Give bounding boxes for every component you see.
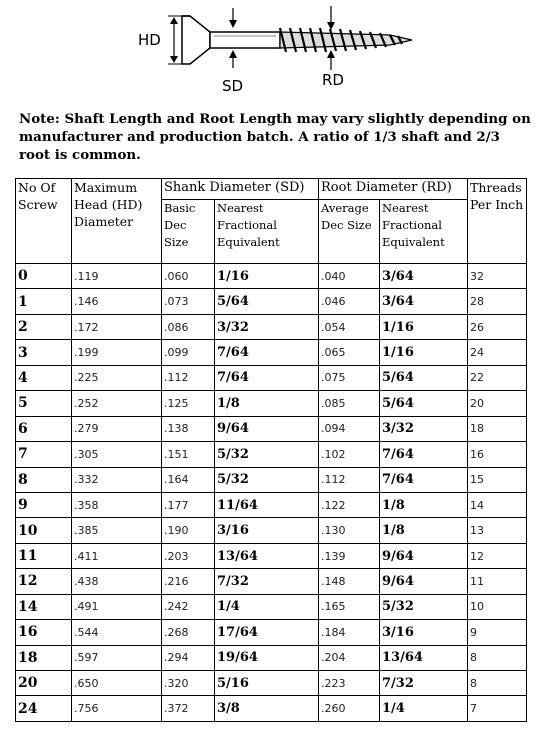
root-fraction-cell: 3/16 — [380, 620, 468, 645]
shank-dec-size-cell: .294 — [162, 645, 215, 670]
root-fraction-cell: 1/8 — [380, 492, 468, 517]
threads-per-inch-cell: 11 — [468, 569, 527, 594]
screw-number-cell: 2 — [16, 314, 72, 339]
table-row — [16, 645, 527, 670]
table-header-row — [16, 179, 527, 200]
root-fraction-cell: 9/64 — [380, 543, 468, 568]
root-dec-size-cell: .148 — [319, 569, 380, 594]
threads-per-inch-cell: 8 — [468, 645, 527, 670]
shank-dec-size-cell: .268 — [162, 620, 215, 645]
table-row — [16, 569, 527, 594]
threads-per-inch-cell: 12 — [468, 543, 527, 568]
screw-number-cell: 18 — [16, 645, 72, 670]
head-diameter-cell: .172 — [72, 314, 162, 339]
screw-number-cell: 10 — [16, 518, 72, 543]
shank-dec-size-cell: .372 — [162, 696, 215, 722]
head-diameter-cell: .279 — [72, 416, 162, 441]
root-dec-size-cell: .054 — [319, 314, 380, 339]
threads-per-inch-cell: 13 — [468, 518, 527, 543]
head-diameter-cell: .119 — [72, 264, 162, 289]
table-row — [16, 492, 527, 517]
shank-fraction-cell: 1/8 — [215, 391, 319, 416]
table-row — [16, 543, 527, 568]
threads-per-inch-cell: 22 — [468, 365, 527, 390]
screw-icon — [182, 16, 412, 64]
shank-fraction-cell: 1/4 — [215, 594, 319, 619]
table-row — [16, 264, 527, 289]
threads-per-inch-cell: 16 — [468, 442, 527, 467]
root-dec-size-cell: .165 — [319, 594, 380, 619]
table-row — [16, 696, 527, 722]
root-dec-size-cell: .094 — [319, 416, 380, 441]
shank-dec-size-cell: .086 — [162, 314, 215, 339]
header-nearest-fractional-sd: Nearest Fractional Equivalent — [215, 200, 319, 264]
table-row — [16, 620, 527, 645]
table-row — [16, 391, 527, 416]
root-fraction-cell: 5/32 — [380, 594, 468, 619]
sd-label: SD — [222, 77, 244, 95]
root-fraction-cell: 1/8 — [380, 518, 468, 543]
threads-per-inch-cell: 32 — [468, 264, 527, 289]
head-diameter-cell: .650 — [72, 671, 162, 696]
root-dec-size-cell: .065 — [319, 340, 380, 365]
shank-fraction-cell: 13/64 — [215, 543, 319, 568]
shank-fraction-cell: 7/32 — [215, 569, 319, 594]
shank-fraction-cell: 1/16 — [215, 264, 319, 289]
screw-number-cell: 20 — [16, 671, 72, 696]
root-fraction-cell: 9/64 — [380, 569, 468, 594]
shank-fraction-cell: 19/64 — [215, 645, 319, 670]
hd-label: HD — [138, 31, 161, 49]
screw-number-cell: 16 — [16, 620, 72, 645]
root-fraction-cell: 7/32 — [380, 671, 468, 696]
head-diameter-cell: .252 — [72, 391, 162, 416]
table-row — [16, 467, 527, 492]
head-diameter-cell: .199 — [72, 340, 162, 365]
screw-number-cell: 1 — [16, 289, 72, 314]
threads-per-inch-cell: 26 — [468, 314, 527, 339]
screw-number-cell: 6 — [16, 416, 72, 441]
head-diameter-cell: .332 — [72, 467, 162, 492]
root-dec-size-cell: .130 — [319, 518, 380, 543]
shank-dec-size-cell: .203 — [162, 543, 215, 568]
screw-number-cell: 9 — [16, 492, 72, 517]
screw-number-cell: 8 — [16, 467, 72, 492]
header-basic-dec-size: Basic Dec Size — [162, 200, 215, 264]
table-row — [16, 289, 527, 314]
head-diameter-cell: .358 — [72, 492, 162, 517]
root-fraction-cell: 3/64 — [380, 264, 468, 289]
root-dec-size-cell: .102 — [319, 442, 380, 467]
shank-fraction-cell: 9/64 — [215, 416, 319, 441]
shank-dec-size-cell: .320 — [162, 671, 215, 696]
screw-number-cell: 4 — [16, 365, 72, 390]
threads-per-inch-cell: 28 — [468, 289, 527, 314]
head-diameter-cell: .385 — [72, 518, 162, 543]
shank-fraction-cell: 5/32 — [215, 467, 319, 492]
table-row — [16, 314, 527, 339]
threads-per-inch-cell: 20 — [468, 391, 527, 416]
shank-dec-size-cell: .177 — [162, 492, 215, 517]
root-dec-size-cell: .184 — [319, 620, 380, 645]
shank-dec-size-cell: .242 — [162, 594, 215, 619]
table-row — [16, 365, 527, 390]
root-fraction-cell: 7/64 — [380, 467, 468, 492]
screw-number-cell: 5 — [16, 391, 72, 416]
root-dec-size-cell: .112 — [319, 467, 380, 492]
shank-dec-size-cell: .138 — [162, 416, 215, 441]
root-dec-size-cell: .122 — [319, 492, 380, 517]
head-diameter-cell: .146 — [72, 289, 162, 314]
head-diameter-cell: .438 — [72, 569, 162, 594]
table-row — [16, 340, 527, 365]
shank-dec-size-cell: .125 — [162, 391, 215, 416]
screw-number-cell: 24 — [16, 696, 72, 722]
threads-per-inch-cell: 15 — [468, 467, 527, 492]
root-dec-size-cell: .046 — [319, 289, 380, 314]
screw-number-cell: 7 — [16, 442, 72, 467]
threads-per-inch-cell: 24 — [468, 340, 527, 365]
header-shank-diameter: Shank Diameter (SD) — [162, 179, 319, 200]
shank-fraction-cell: 5/64 — [215, 289, 319, 314]
shank-dec-size-cell: .112 — [162, 365, 215, 390]
table-row — [16, 594, 527, 619]
threads-per-inch-cell: 10 — [468, 594, 527, 619]
head-diameter-cell: .756 — [72, 696, 162, 722]
root-dec-size-cell: .223 — [319, 671, 380, 696]
root-dec-size-cell: .040 — [319, 264, 380, 289]
shank-dec-size-cell: .151 — [162, 442, 215, 467]
shank-fraction-cell: 17/64 — [215, 620, 319, 645]
screw-number-cell: 14 — [16, 594, 72, 619]
header-no-of-screw: No Of Screw — [16, 179, 72, 264]
header-root-diameter: Root Diameter (RD) — [319, 179, 468, 200]
screw-diagram — [130, 0, 430, 100]
shank-dec-size-cell: .190 — [162, 518, 215, 543]
head-diameter-cell: .544 — [72, 620, 162, 645]
shank-dec-size-cell: .099 — [162, 340, 215, 365]
shank-fraction-cell: 5/32 — [215, 442, 319, 467]
root-fraction-cell: 13/64 — [380, 645, 468, 670]
shank-dec-size-cell: .164 — [162, 467, 215, 492]
screw-number-cell: 0 — [16, 264, 72, 289]
table-row — [16, 442, 527, 467]
threads-per-inch-cell: 8 — [468, 671, 527, 696]
shank-dec-size-cell: .073 — [162, 289, 215, 314]
table-row — [16, 671, 527, 696]
shank-fraction-cell: 5/16 — [215, 671, 319, 696]
screw-number-cell: 12 — [16, 569, 72, 594]
screw-size-table — [15, 178, 527, 722]
root-fraction-cell: 5/64 — [380, 365, 468, 390]
threads-per-inch-cell: 9 — [468, 620, 527, 645]
root-fraction-cell: 7/64 — [380, 442, 468, 467]
root-dec-size-cell: .075 — [319, 365, 380, 390]
threads-per-inch-cell: 18 — [468, 416, 527, 441]
head-diameter-cell: .491 — [72, 594, 162, 619]
root-fraction-cell: 3/64 — [380, 289, 468, 314]
shank-fraction-cell: 11/64 — [215, 492, 319, 517]
screw-number-cell: 11 — [16, 543, 72, 568]
shank-fraction-cell: 3/32 — [215, 314, 319, 339]
root-fraction-cell: 1/16 — [380, 340, 468, 365]
threads-per-inch-cell: 14 — [468, 492, 527, 517]
shank-dec-size-cell: .216 — [162, 569, 215, 594]
shank-dec-size-cell: .060 — [162, 264, 215, 289]
root-dec-size-cell: .085 — [319, 391, 380, 416]
head-diameter-cell: .225 — [72, 365, 162, 390]
root-fraction-cell: 5/64 — [380, 391, 468, 416]
table-row — [16, 416, 527, 441]
table-row — [16, 518, 527, 543]
root-dec-size-cell: .260 — [319, 696, 380, 722]
root-fraction-cell: 3/32 — [380, 416, 468, 441]
threads-per-inch-cell: 7 — [468, 696, 527, 722]
head-diameter-cell: .305 — [72, 442, 162, 467]
root-dec-size-cell: .204 — [319, 645, 380, 670]
rd-label: RD — [322, 71, 344, 89]
header-nearest-fractional-rd: Nearest Fractional Equivalent — [380, 200, 468, 264]
screw-number-cell: 3 — [16, 340, 72, 365]
head-diameter-cell: .411 — [72, 543, 162, 568]
header-average-dec-size: Average Dec Size — [319, 200, 380, 264]
root-dec-size-cell: .139 — [319, 543, 380, 568]
header-threads-per-inch: Threads Per Inch — [468, 179, 527, 264]
shank-fraction-cell: 7/64 — [215, 340, 319, 365]
shank-fraction-cell: 7/64 — [215, 365, 319, 390]
root-fraction-cell: 1/4 — [380, 696, 468, 722]
head-diameter-cell: .597 — [72, 645, 162, 670]
shank-fraction-cell: 3/8 — [215, 696, 319, 722]
shank-fraction-cell: 3/16 — [215, 518, 319, 543]
header-max-head-diameter: Maximum Head (HD) Diameter — [72, 179, 162, 264]
root-fraction-cell: 1/16 — [380, 314, 468, 339]
note-text: Note: Shaft Length and Root Length may vary slightly depending on manufacturer and production batch. A ratio of 1/3 shaft and 2/3 root is common. — [19, 111, 531, 163]
